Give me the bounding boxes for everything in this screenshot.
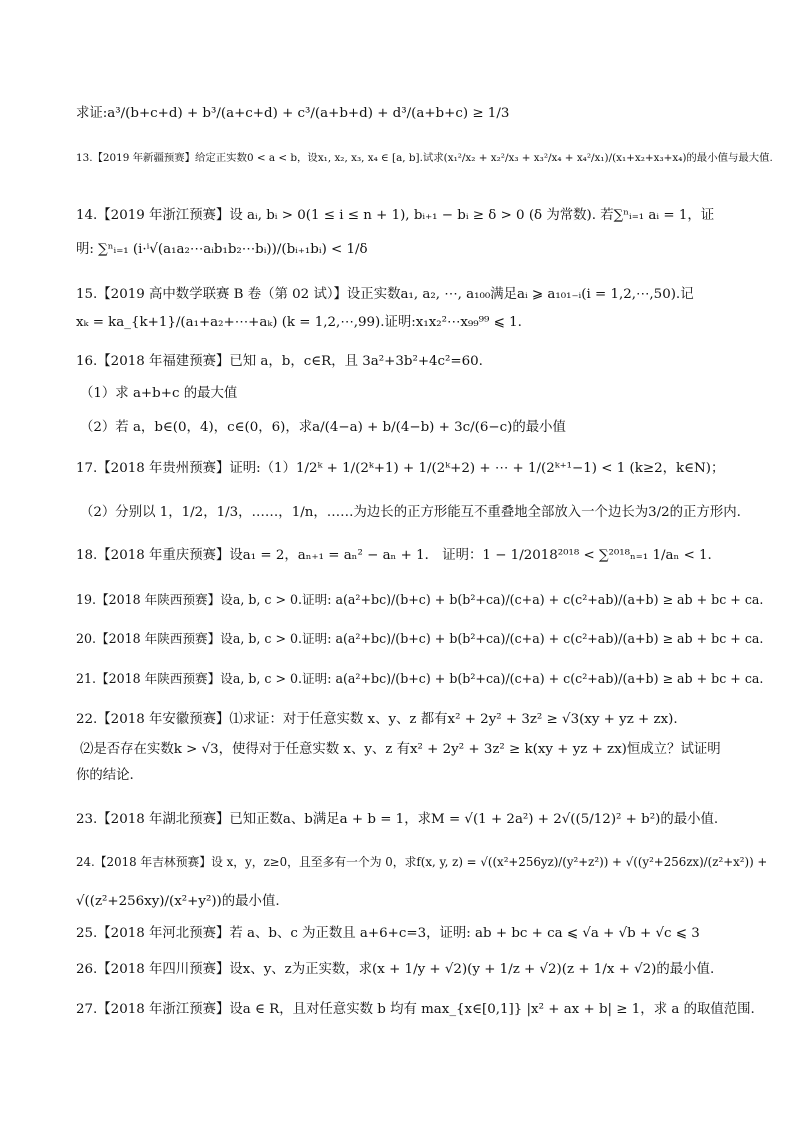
problem-14-line2: 明: ∑ⁿᵢ₌₁ (i·ⁱ√(a₁a₂⋯aᵢb₁b₂⋯bᵢ))/(bᵢ₊₁bᵢ) < 1/δ: [76, 242, 368, 257]
problem-14-line1: 14.【2019 年浙江预赛】设 aᵢ, bᵢ > 0(1 ≤ i ≤ n + 1), bᵢ₊₁ − bᵢ ≥ δ > 0 (δ 为常数). 若∑ⁿᵢ₌₁ aᵢ = 1，证: [76, 208, 715, 223]
problem-26: 26.【2018 年四川预赛】设x、y、z为正实数，求(x + 1/y + √2)(y + 1/z + √2)(z + 1/x + √2)的最小值.: [76, 962, 715, 977]
problem-15-line1: 15.【2019 高中数学联赛 B 卷（第 02 试）】设正实数a₁, a₂, ⋯, a₁₀₀满足aᵢ ⩾ a₁₀₁₋ᵢ(i = 1,2,⋯,50).记: [76, 287, 694, 302]
problem-23: 23.【2018 年湖北预赛】已知正数a、b满足a + b = 1，求M = √(1 + 2a²) + 2√((5/12)² + b²)的最小值.: [76, 812, 719, 827]
problem-22-part2-cont: 你的结论.: [76, 768, 134, 783]
problem-17-part2: （2）分别以 1，1/2，1/3，……，1/n，……为边长的正方形能互不重叠地全部放入一个边长为3/2的正方形内.: [80, 505, 741, 520]
problem-12-tail: 求证:a³/(b+c+d) + b³/(a+c+d) + c³/(a+b+d) + d³/(a+b+c) ≥ 1/3: [76, 106, 510, 121]
problem-19: 19.【2018 年陕西预赛】设a, b, c > 0.证明: a(a²+bc)/(b+c) + b(b²+ca)/(c+a) + c(c²+ab)/(a+b) ≥ ab + bc + ca.: [76, 592, 764, 607]
problem-25: 25.【2018 年河北预赛】若 a、b、c 为正数且 a+6+c=3，证明: ab + bc + ca ⩽ √a + √b + √c ⩽ 3: [76, 926, 700, 941]
problem-13: 13.【2019 年新疆预赛】给定正实数0 < a < b，设x₁, x₂, x₃, x₄ ∈ [a, b].试求(x₁²/x₂ + x₂²/x₃ + x₃²/x₄ + x₄²/x₁)/(x₁+x₂+x₃+x₄)的最小值与最大值.: [76, 152, 773, 164]
problem-20: 20.【2018 年陕西预赛】设a, b, c > 0.证明: a(a²+bc)/(b+c) + b(b²+ca)/(c+a) + c(c²+ab)/(a+b) ≥ ab + bc + ca.: [76, 631, 764, 646]
problem-18: 18.【2018 年重庆预赛】设a₁ = 2，aₙ₊₁ = aₙ² − aₙ + 1． 证明：1 − 1/2018²⁰¹⁸ < ∑²⁰¹⁸ₙ₌₁ 1/aₙ < 1.: [76, 548, 712, 563]
problem-21: 21.【2018 年陕西预赛】设a, b, c > 0.证明: a(a²+bc)/(b+c) + b(b²+ca)/(c+a) + c(c²+ab)/(a+b) ≥ ab + bc + ca.: [76, 671, 764, 686]
problem-17-part1: 17.【2018 年贵州预赛】证明:（1）1/2ᵏ + 1/(2ᵏ+1) + 1/(2ᵏ+2) + ⋯ + 1/(2ᵏ⁺¹−1) < 1 (k≥2，k∈N)；: [76, 461, 725, 476]
problem-15-line2: xₖ = ka_{k+1}/(a₁+a₂+⋯+aₖ) (k = 1,2,⋯,99).证明:x₁x₂²⋯x₉₉⁹⁹ ⩽ 1.: [76, 315, 522, 330]
problem-24-line1: 24.【2018 年吉林预赛】设 x，y，z≥0，且至多有一个为 0，求f(x, y, z) = √((x²+256yz)/(y²+z²)) + √((y²+256zx)/(z²+x²)) +: [76, 855, 768, 869]
problem-16-part2: （2）若 a，b∈(0，4)，c∈(0，6)，求a/(4−a) + b/(4−b) + 3c/(6−c)的最小值: [80, 420, 566, 435]
problem-16: 16.【2018 年福建预赛】已知 a，b，c∈R，且 3a²+3b²+4c²=60.: [76, 354, 483, 369]
problem-27: 27.【2018 年浙江预赛】设a ∈ R，且对任意实数 b 均有 max_{x∈[0,1]} |x² + ax + b| ≥ 1，求 a 的取值范围.: [76, 1002, 755, 1017]
problem-16-part1: （1）求 a+b+c 的最大值: [80, 386, 238, 401]
problem-24-line2: √((z²+256xy)/(x²+y²))的最小值.: [76, 894, 280, 909]
problem-22-part1: 22.【2018 年安徽预赛】⑴求证：对于任意实数 x、y、z 都有x² + 2y² + 3z² ≥ √3(xy + yz + zx).: [76, 712, 678, 727]
problem-22-part2: ⑵是否存在实数k > √3，使得对于任意实数 x、y、z 有x² + 2y² + 3z² ≥ k(xy + yz + zx)恒成立？试证明: [80, 742, 721, 757]
